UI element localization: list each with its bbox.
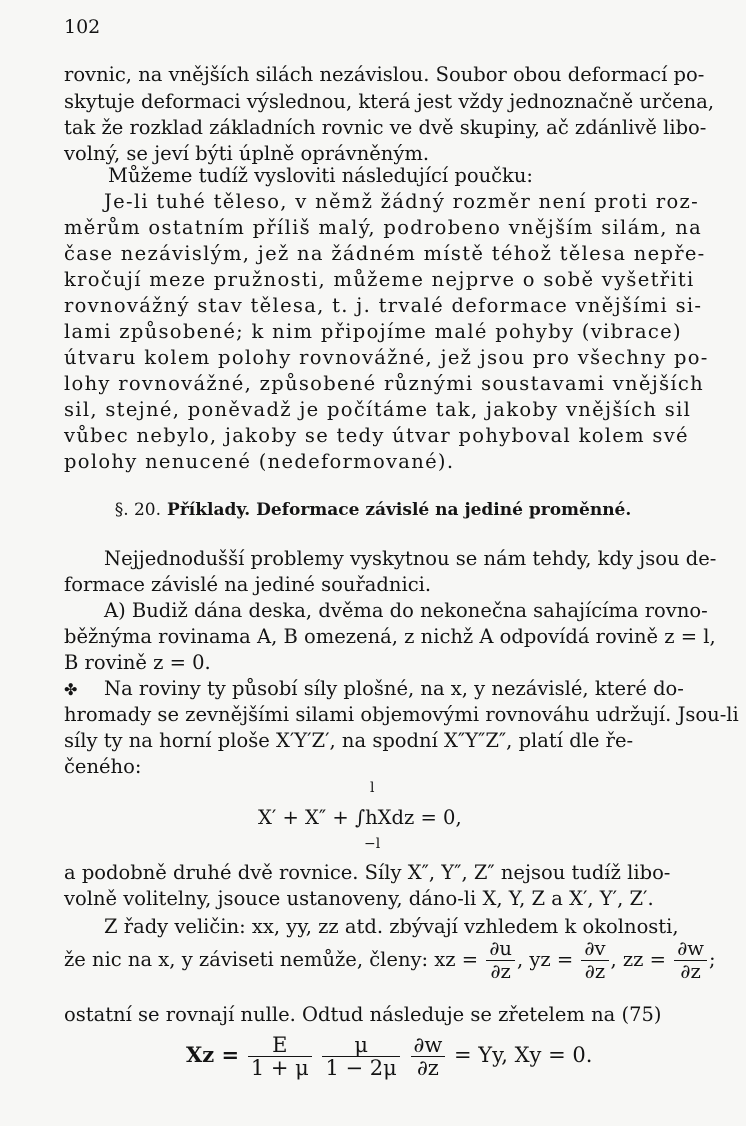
text-line: A) Budiž dána deska, dvěma do nekonečna sahajícíma rovno- [104,599,708,622]
page-number: 102 [64,16,101,38]
text-line: B rovině z = 0. [64,651,211,674]
theorem-line: Je-li tuhé těleso, v němž žádný rozměr není proti roz- [104,190,699,213]
fraction: $\frac{\partial w}{\partial z}$ [411,1034,446,1079]
text-line: rovnic, na vnějších silách nezávislou. Soubor obou deformací po- [64,63,705,86]
text-line: formace závislé na jediné souřadnici. [64,573,432,596]
equation-derivatives: že nic na x, y záviseti nemůže, členy: xz = $\frac{\partial u}{\partial z}$ , yz = $\frac{\partial v}{\partial z}$ , zz = $\frac{\partial w}{\partial z}$ ; [64,937,716,983]
margin-mark-icon: ✤ [64,680,78,699]
text-line: volně volitelny, jsouce ustanoveny, dáno-li X, Y, Z a X′, Y′, Z′. [64,887,654,910]
theorem-line: měrům ostatním příliš malý, podrobeno vnějším silám, na [64,216,703,239]
integral-lower-limit: −l [364,836,381,852]
theorem-line: čase nezávislým, jež na žádném místě téhož tělesa nepře- [64,242,706,265]
theorem-line: rovnovážný stav tělesa, t. j. trvalé deformace vnějšími si- [64,294,703,317]
text-line: běžnýma rovinama A, B omezená, z nichž A odpovídá rovině z = l, [64,625,716,648]
text-line: tak že rozklad základních rovnic ve dvě skupiny, ač zdánlivě libo- [64,116,707,139]
theorem-line: polohy nenucené (nedeformované). [64,450,455,473]
text-line: Můžeme tudíž vysloviti následující poučku: [108,164,533,187]
text-line: čeného: [64,755,142,778]
section-title: Příklady. Deformace závislé na jediné proměnné. [167,500,632,520]
text-line: a podobně druhé dvě rovnice. Síly X″, Y″, Z″ nejsou tudíž libo- [64,861,671,884]
theorem-line: sil, stejné, poněvadž je počítáme tak, jakoby vnějších sil [64,398,692,421]
section-number: §. 20. [114,500,162,520]
text-line: volný, se jeví býti úplně oprávněným. [64,142,430,165]
theorem-line: vůbec nebylo, jakoby se tedy útvar pohyboval kolem své [64,424,689,447]
integral-upper-limit: l [370,780,375,796]
text-line: Nejjednodušší problemy vyskytnou se nám tehdy, kdy jsou de- [104,547,717,570]
text-line: hromady se zevnějšími silami objemovými rovnováhu udržují. Jsou-li [64,703,739,726]
text-line: Na roviny ty působí síly plošné, na x, y nezávislé, které do- [104,677,684,700]
equation-integral: X′ + X″ + ∫hXdz = 0, [258,806,462,829]
text-line: síly ty na horní ploše X′Y′Z′, na spodní X″Y″Z″, platí dle ře- [64,729,634,752]
theorem-line: lami způsobené; k nim připojíme malé pohyby (vibrace) [64,320,682,343]
text-line: ostatní se rovnají nulle. Odtud následuje se zřetelem na (75) [64,1003,662,1026]
fraction: $\frac{\mu}{1 - 2\mu}$ [322,1034,399,1079]
theorem-line: lohy rovnovážné, způsobené různými soustavami vnějších [64,372,705,395]
section-heading [0,500,746,520]
theorem-line: útvaru kolem polohy rovnovážné, jež jsou pro všechny po- [64,346,709,369]
text-line: Z řady veličin: xx, yy, zz atd. zbývají vzhledem k okolnosti, [104,915,679,938]
fraction: $\frac{\partial w}{\partial z}$ [674,938,707,983]
text-line: skytuje deformaci výslednou, která jest vždy jednoznačně určena, [64,90,715,113]
fraction: $\frac{\partial u}{\partial z}$ [486,938,515,983]
fraction: $\frac{E}{1 + \mu}$ [248,1034,312,1079]
fraction: $\frac{\partial v}{\partial z}$ [581,938,608,983]
theorem-line: kročují meze pružnosti, můžeme nejprve o sobě vyšetřiti [64,268,695,291]
equation-stress: Xz = $\frac{E}{1 + \mu}$ $\frac{\mu}{1 - 2\mu}$ $\frac{\partial w}{\partial z}$ = Yy, Xy = 0. [186,1033,593,1080]
